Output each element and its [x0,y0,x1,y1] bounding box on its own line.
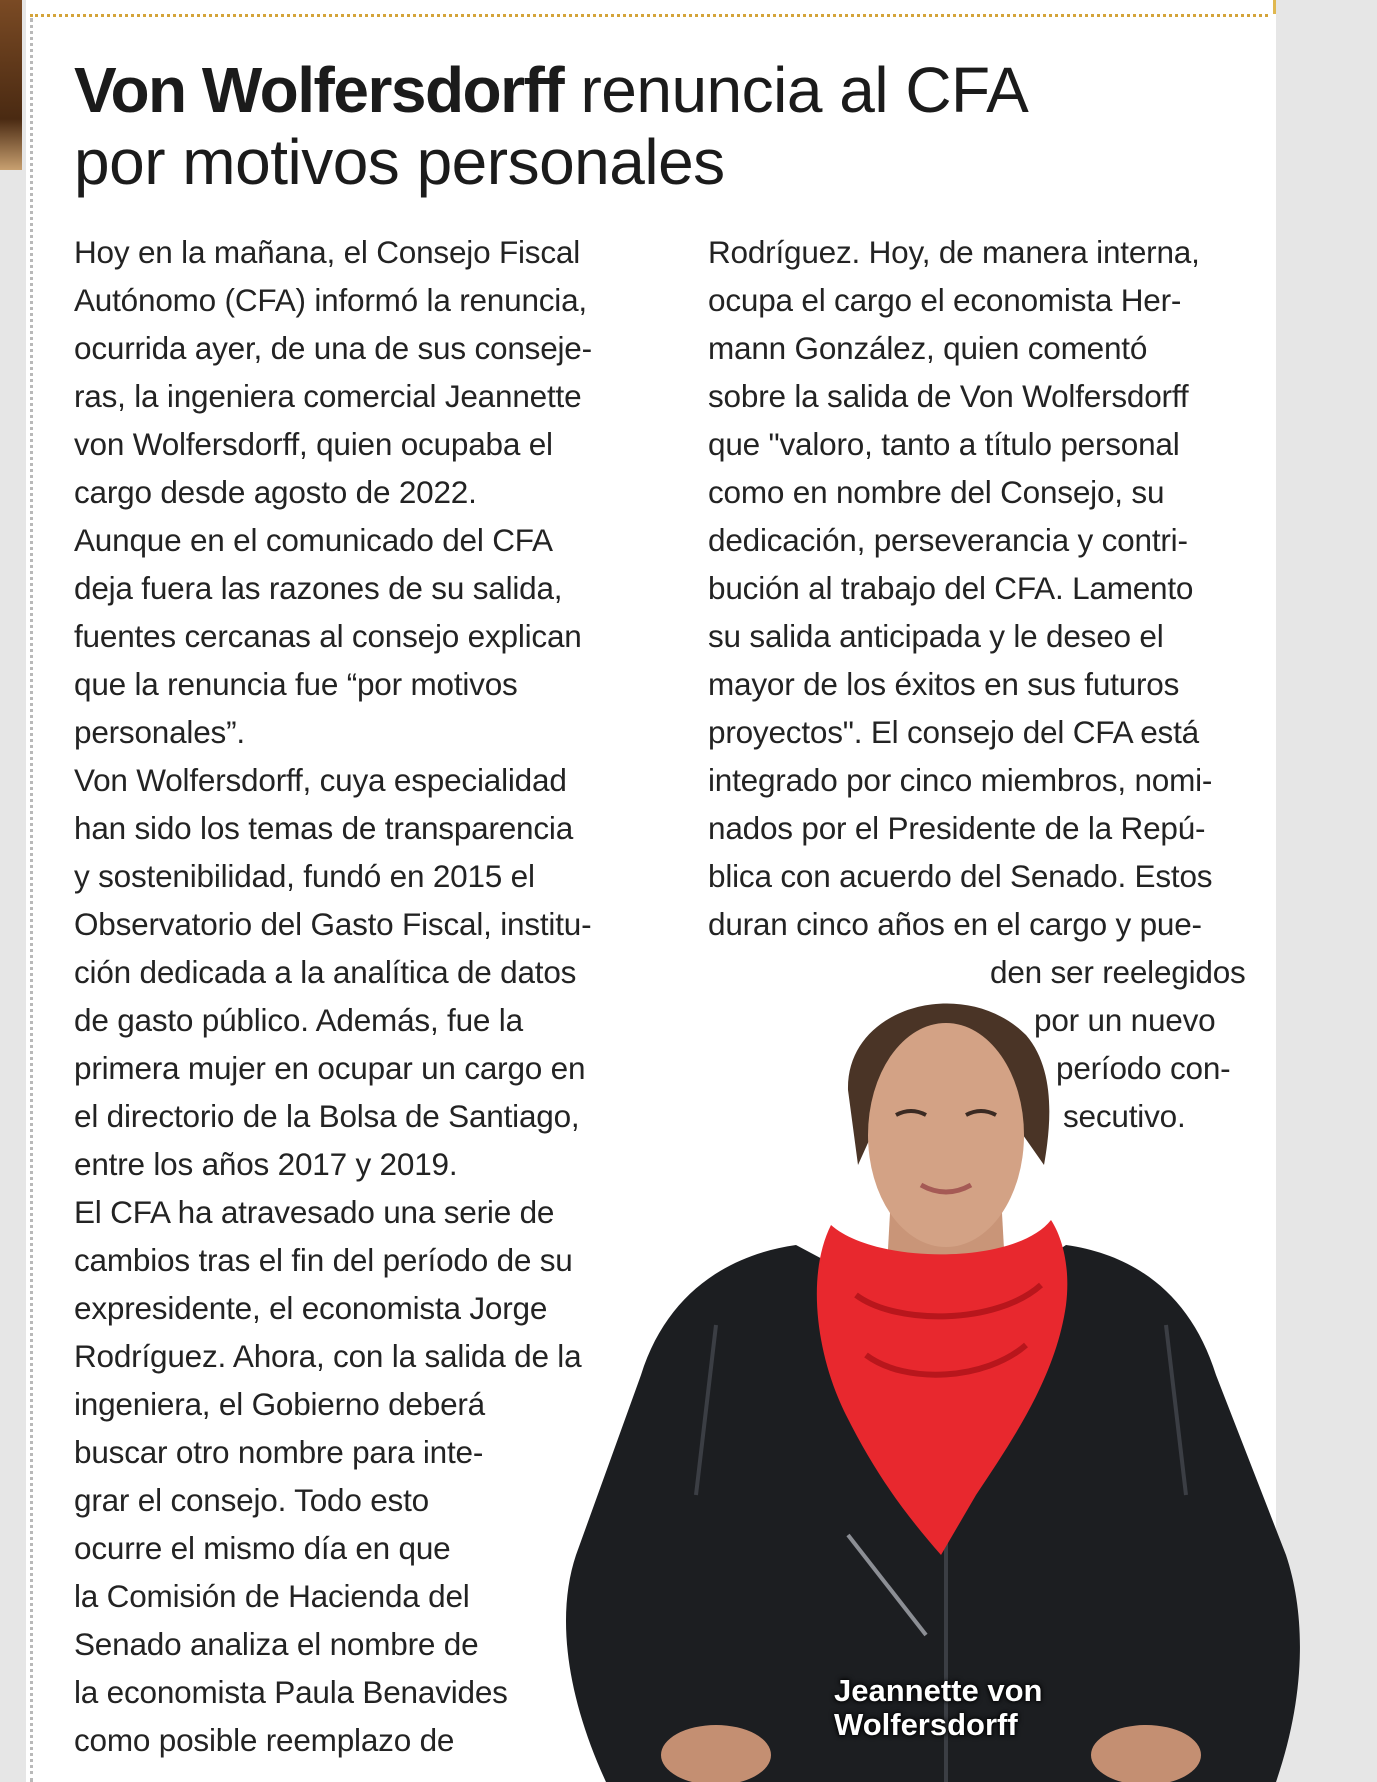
text-line: primera mujer en ocupar un cargo en [74,1050,586,1086]
headline-rest: renuncia al CFA [580,54,1029,126]
text-line: como en nombre del Consejo, su [708,474,1165,510]
text-line: el directorio de la Bolsa de Santiago, [74,1098,580,1134]
text-line: cargo desde agosto de 2022. [74,474,477,510]
text-line: fuentes cercanas al consejo explican [74,618,582,654]
text-line: la Comisión de Hacienda del [74,1578,470,1614]
text-line: expresidente, el economista Jorge [74,1290,548,1326]
text-line: por un nuevo [1034,1002,1216,1038]
text-line: nados por el Presidente de la Repú- [708,810,1206,846]
text-line: bución al trabajo del CFA. Lamento [708,570,1194,606]
text-line: dedicación, perseverancia y contri- [708,522,1188,558]
text-line: Rodríguez. Hoy, de manera interna, [708,234,1200,270]
text-line: mann González, quien comentó [708,330,1148,366]
text-line: Hoy en la mañana, el Consejo Fiscal [74,234,581,270]
scan-edge-strip [0,0,22,170]
text-line: secutivo. [1063,1098,1186,1134]
text-line: Autónomo (CFA) informó la renuncia, [74,282,587,318]
text-line: den ser reelegidos [990,954,1246,990]
photo-caption [834,1674,1042,1742]
text-line: ción dedicada a la analítica de datos [74,954,577,990]
headline-line-2: por motivos personales [74,126,725,198]
text-line: que la renuncia fue “por motivos [74,666,518,702]
text-line: han sido los temas de transparencia [74,810,574,846]
text-line: su salida anticipada y le deseo el [708,618,1164,654]
newspaper-page [26,0,1276,1782]
text-line: como posible reemplazo de [74,1722,455,1758]
text-line: que "valoro, tanto a título personal [708,426,1180,462]
text-line: ocurre el mismo día en que [74,1530,451,1566]
text-line: ocupa el cargo el economista Her- [708,282,1182,318]
text-line: entre los años 2017 y 2019. [74,1146,458,1182]
text-line: ras, la ingeniera comercial Jeannette [74,378,582,414]
text-line: Observatorio del Gasto Fiscal, institu- [74,906,592,942]
text-line: Senado analiza el nombre de [74,1626,479,1662]
left-dotted-rule [30,18,33,1782]
text-line: buscar otro nombre para inte- [74,1434,484,1470]
text-line: ingeniera, el Gobierno deberá [74,1386,485,1422]
text-line: período con- [1056,1050,1231,1086]
text-line: Von Wolfersdorff, cuya especialidad [74,762,567,798]
text-line: proyectos". El consejo del CFA está [708,714,1199,750]
headline-bold: Von Wolfersdorff [74,54,564,126]
top-dotted-rule [30,14,1268,17]
corner-rule [1273,0,1276,14]
text-line: cambios tras el fin del período de su [74,1242,573,1278]
text-line: personales”. [74,714,245,750]
text-line: Rodríguez. Ahora, con la salida de la [74,1338,582,1374]
text-line: duran cinco años en el cargo y pue- [708,906,1202,942]
text-line: de gasto público. Además, fue la [74,1002,523,1038]
text-line: blica con acuerdo del Senado. Estos [708,858,1213,894]
text-line: integrado por cinco miembros, nomi- [708,762,1213,798]
text-line: y sostenibilidad, fundó en 2015 el [74,858,535,894]
article-headline [74,54,1174,198]
caption-line: Wolfersdorff [834,1707,1018,1742]
text-line: deja fuera las razones de su salida, [74,570,563,606]
text-line: von Wolfersdorff, quien ocupaba el [74,426,553,462]
portrait-photo [546,995,1306,1782]
text-line: ocurrida ayer, de una de sus conseje- [74,330,592,366]
caption-line: Jeannette von [834,1673,1043,1708]
face-shape [868,1023,1024,1247]
text-line: El CFA ha atravesado una serie de [74,1194,555,1230]
text-line: Aunque en el comunicado del CFA [74,522,553,558]
text-line: sobre la salida de Von Wolfersdorff [708,378,1189,414]
text-line: mayor de los éxitos en sus futuros [708,666,1180,702]
text-line: la economista Paula Benavides [74,1674,508,1710]
text-line: grar el consejo. Todo esto [74,1482,429,1518]
